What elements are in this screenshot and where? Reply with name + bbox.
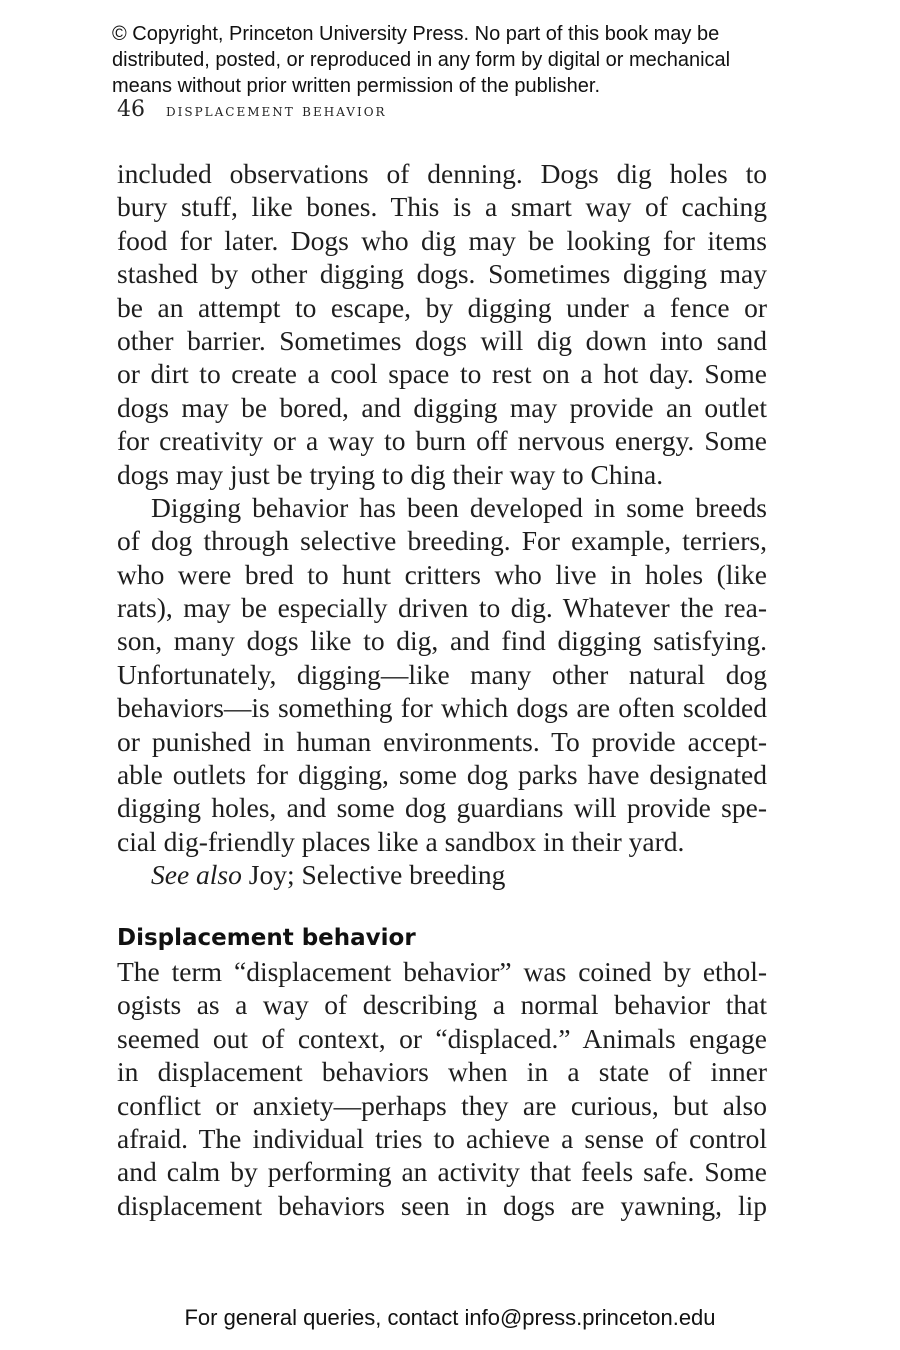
- text-line: digging holes, and some dog guardians will provide spe-: [117, 792, 767, 824]
- footer-contact: For general queries, contact info@press.princeton.edu: [184, 1305, 716, 1330]
- see-also-refs: Joy; Selective breeding: [248, 859, 506, 891]
- see-also-line: [117, 858, 767, 891]
- copyright-line: means without prior written permission of the publisher.: [112, 75, 601, 97]
- text-line: or punished in human environments. To provide accept-: [117, 725, 767, 757]
- text-line: afraid. The individual tries to achieve a sense of control: [117, 1122, 767, 1154]
- text-line: and calm by performing an activity that feels safe. Some: [117, 1156, 767, 1188]
- text-line: displacement behaviors seen in dogs are yawning, lip: [117, 1189, 767, 1221]
- text-line: other barrier. Sometimes dogs will dig down into sand: [117, 324, 767, 356]
- text-line: Digging behavior has been developed in some breeds: [151, 491, 767, 523]
- text-line: or dirt to create a cool space to rest on a hot day. Some: [117, 358, 767, 390]
- text-line: bury stuff, like bones. This is a smart way of caching: [117, 191, 767, 223]
- text-line: son, many dogs like to dig, and find digging satisfying.: [117, 625, 767, 657]
- text-line: rats), may be especially driven to dig. Whatever the rea-: [117, 592, 767, 624]
- text-line: able outlets for digging, some dog parks have designated: [117, 759, 767, 791]
- text-line: Unfortunately, digging—like many other natural dog: [117, 658, 767, 690]
- text-line: in displacement behaviors when in a state of inner: [117, 1056, 767, 1088]
- page-number: 46: [117, 97, 145, 122]
- text-line: behaviors—is something for which dogs are often scolded: [117, 692, 767, 724]
- text-line: food for later. Dogs who dig may be looking for items: [117, 224, 767, 256]
- text-line: stashed by other digging dogs. Sometimes digging may: [117, 258, 767, 290]
- text-line: ogists as a way of describing a normal behavior that: [117, 989, 767, 1021]
- text-line: seemed out of context, or “displaced.” Animals engage: [117, 1022, 767, 1054]
- see-also-label: See also: [151, 859, 242, 891]
- text-line: who were bred to hunt critters who live in holes (like: [117, 558, 767, 590]
- copyright-line: distributed, posted, or reproduced in any form by digital or mechanical: [112, 49, 731, 71]
- running-head: [117, 96, 387, 125]
- text-line: of dog through selective breeding. For example, terriers,: [117, 525, 767, 557]
- section-heading: Displacement behavior: [117, 924, 416, 951]
- running-head-title: displacement behavior: [166, 101, 387, 121]
- text-line: for creativity or a way to burn off nervous energy. Some: [117, 425, 767, 457]
- text-line: dogs may be bored, and digging may provide an outlet: [117, 391, 767, 423]
- copyright-notice: [112, 21, 812, 99]
- body-text: [117, 157, 767, 1222]
- text-line: conflict or anxiety—perhaps they are curious, but also: [117, 1089, 767, 1121]
- text-line: included observations of denning. Dogs dig holes to: [117, 158, 767, 189]
- text-line: be an attempt to escape, by digging under a fence or: [117, 291, 767, 323]
- text-line: dogs may just be trying to dig their way to China.: [117, 458, 664, 490]
- text-line: cial dig-friendly places like a sandbox in their yard.: [117, 825, 685, 857]
- text-line: The term “displacement behavior” was coined by ethol-: [117, 955, 767, 987]
- copyright-line: © Copyright, Princeton University Press. No part of this book may be: [112, 23, 720, 45]
